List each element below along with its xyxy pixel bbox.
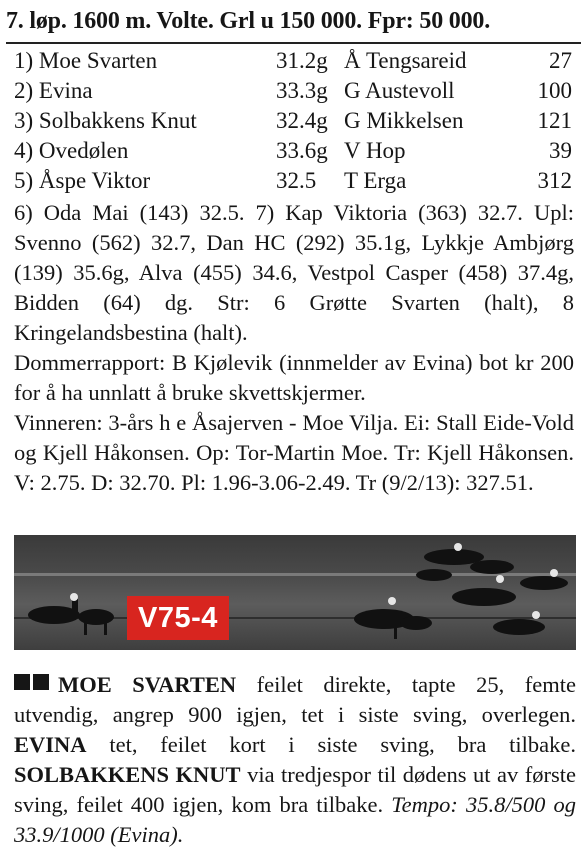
- race-title: 7. løp. 1600 m. Volte. Grl u 150 000. Fpr: 50 000.: [6, 8, 491, 34]
- result-horse: 5) Åspe Viktor: [14, 168, 151, 193]
- result-row: [14, 78, 572, 108]
- result-odds: 27: [549, 48, 572, 73]
- result-time: 31.2g: [276, 48, 328, 73]
- horse-name: MOE SVARTEN: [58, 672, 237, 697]
- result-row: [14, 108, 572, 138]
- result-driver: Å Tengsareid: [344, 48, 467, 73]
- result-time: 32.4g: [276, 108, 328, 133]
- result-row: [14, 138, 572, 168]
- section-marker-icon: [14, 668, 52, 698]
- result-driver: T Erga: [344, 168, 407, 193]
- result-time: 32.5: [276, 168, 317, 193]
- other-placings: 6) Oda Mai (143) 32.5. 7) Kap Viktoria (363) 32.7. Upl: Svenno (562) 32.7, Dan HC (292) 35.1g, Lykkje Ambjørg (139) 35.6g, Alva (455) 34.6, Vestpol Casper (458) 37.4g, Bidden (64) dg. Str: 6 Grøtte Svarten (halt), 8 Kringelandsbestina (halt).: [14, 200, 574, 345]
- result-driver: V Hop: [344, 138, 406, 163]
- results-list: [14, 48, 572, 198]
- race-photo: [14, 535, 576, 650]
- result-driver: G Austevoll: [344, 78, 455, 103]
- race-summary: MOE SVARTEN feilet direkte, tapte 25, femte utvendig, angrep 900 igjen, tet i siste sving, overlegen. EVINA tet, feilet kort i siste sving, bra tilbake. SOLBAKKENS KNUT via tredjespor til dødens ut av første sving, feilet 400 igjen, kom bra tilbake. Tempo: 35.8/500 og 33.9/1000 (Evina).: [14, 668, 576, 850]
- race-photo-graphic: [14, 535, 576, 650]
- result-horse: 3) Solbakkens Knut: [14, 108, 197, 133]
- result-horse: 2) Evina: [14, 78, 93, 103]
- horse-name: SOLBAKKENS KNUT: [14, 762, 241, 787]
- result-time: 33.3g: [276, 78, 328, 103]
- winner-info: Vinneren: 3-års h e Åsajerven - Moe Vilja. Ei: Stall Eide-Vold og Kjell Håkonsen. Op: Tor-Martin Moe. Tr: Kjell Håkonsen. V: 2.75. D: 32.70. Pl: 1.96-3.06-2.49. Tr (9/2/13): 327.51.: [14, 410, 574, 495]
- result-horse: 4) Ovedølen: [14, 138, 129, 163]
- tempo-info: Tempo: 35.8/500 og 33.9/1000 (Evina).: [14, 792, 576, 847]
- result-odds: 121: [537, 108, 572, 133]
- race-header: [6, 4, 581, 44]
- result-time: 33.6g: [276, 138, 328, 163]
- result-row: [14, 168, 572, 198]
- judges-report: Dommerrapport: B Kjølevik (innmelder av Evina) bot kr 200 for å ha unnlatt å bruke skvettskjermer.: [14, 350, 574, 405]
- result-odds: 39: [549, 138, 572, 163]
- result-odds: 312: [537, 168, 572, 193]
- result-row: [14, 48, 572, 78]
- horse-name: EVINA: [14, 732, 87, 757]
- result-horse: 1) Moe Svarten: [14, 48, 158, 73]
- race-badge: V75-4: [127, 596, 229, 640]
- result-odds: 100: [537, 78, 572, 103]
- result-driver: G Mikkelsen: [344, 108, 464, 133]
